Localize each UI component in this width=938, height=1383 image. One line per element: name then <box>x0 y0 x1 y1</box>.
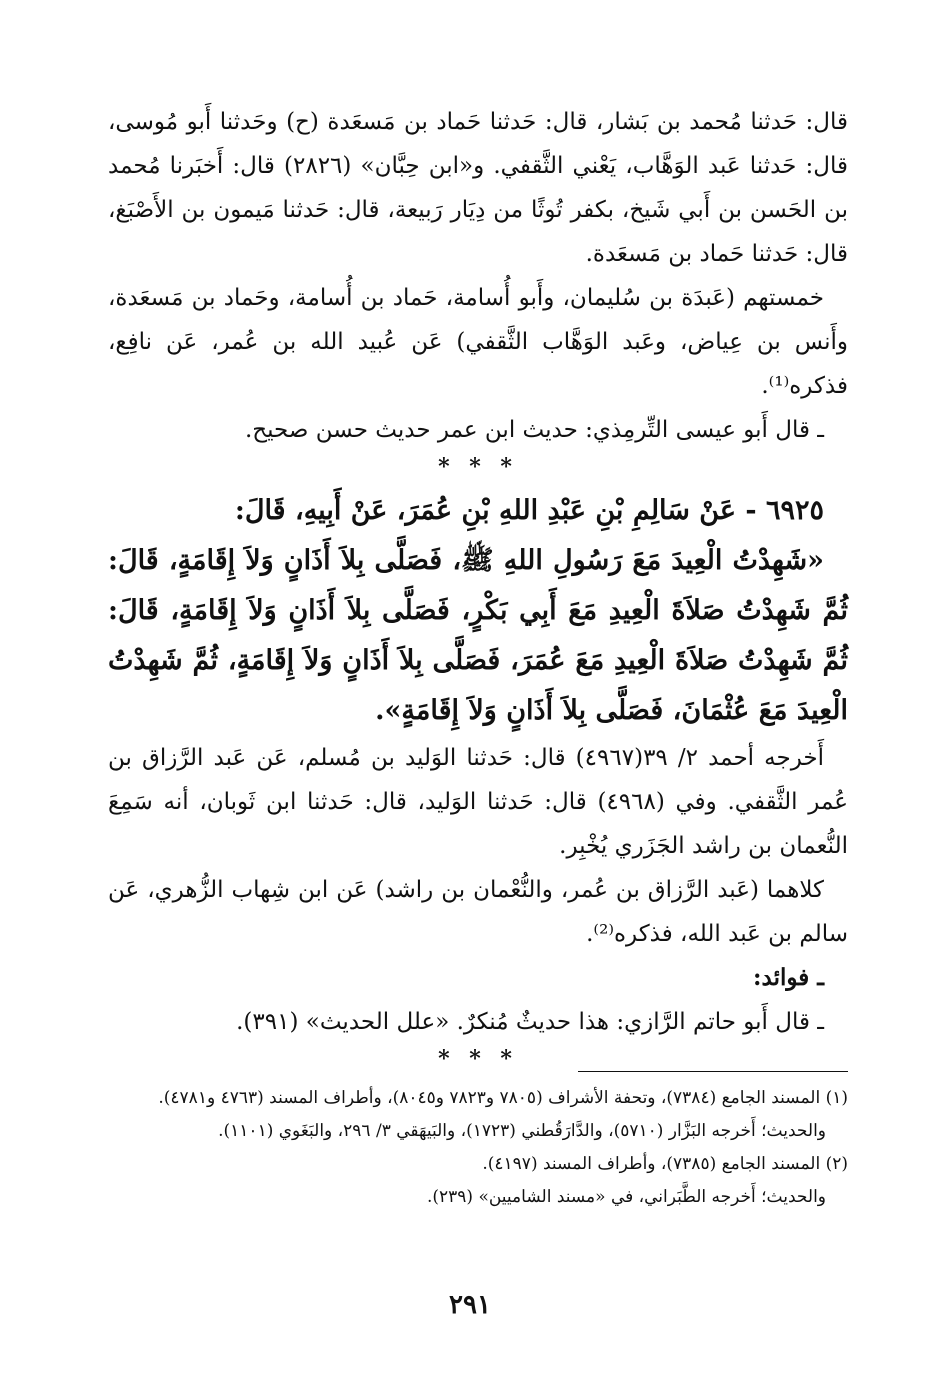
section-separator: * * * <box>438 1046 518 1072</box>
main-text <box>108 100 848 1078</box>
paragraph-takhrij: أَخرجه أحمد ٢/ ٣٩(٤٩٦٧) قال: حَدثنا الوَليد بن مُسلم، عَن عَبد الرَّزاق بن عُمر الثَّقفي. وفي (٤٩٦٨) قال: حَدثنا الوَليد، قال: حَدثنا ابن ثَوبان، أنه سَمِعَ النُّعمان بن راشد الجَزَري يُخْبِر. <box>108 745 848 859</box>
footnote-2-continuation: والحديث؛ أَخرجه الطَّبَراني، في «مسند الشاميين» (٢٣٩). <box>426 1187 826 1207</box>
hadith-header <box>108 486 848 536</box>
hadith-matn: «شَهِدْتُ الْعِيدَ مَعَ رَسُولِ اللهِ ﷺ، فَصَلَّى بِلاَ أَذَانٍ وَلاَ إِقَامَةٍ، قَالَ: ثُمَّ شَهِدْتُ صَلاَةَ الْعِيدِ مَعَ أَبِي بَكْرٍ، فَصَلَّى بِلاَ أَذَانٍ وَلاَ إِقَامَةٍ، قَالَ: ثُمَّ شَهِدْتُ صَلاَةَ الْعِيدِ مَعَ عُمَرَ، فَصَلَّى بِلاَ أَذَانٍ وَلاَ إِقَامَةٍ، ثُمَّ شَهِدْتُ الْعِيدَ مَعَ عُثْمَانَ، فَصَلَّى بِلاَ أَذَانٍ وَلاَ إِقَامَةٍ». <box>108 545 848 726</box>
fawaid-heading: ـ فوائد: <box>753 964 824 991</box>
footnotes <box>108 1082 848 1214</box>
footnote-1: (١) المسند الجامع (٧٣٨٤)، وتحفة الأشراف (٧٨٠٥ و٧٨٢٣ و٨٠٤٥)، وأطراف المسند (٤٧٦٣ و٤٧٨١). <box>158 1088 848 1108</box>
footnote-divider <box>578 1071 848 1072</box>
paragraph-tirmidhi-comment: ـ قال أَبو عيسى التِّرمِذي: حديث ابن عمر حديث حسن صحيح. <box>244 417 824 443</box>
paragraph-abu-hatim: ـ قال أَبو حاتم الرَّازي: هذا حديثٌ مُنكرٌ. «علل الحديث» (٣٩١). <box>236 1009 824 1035</box>
hadith-isnad: عَنْ سَالِمِ بْنِ عَبْدِ اللهِ بْنِ عُمَرَ، عَنْ أَبِيهِ، قَالَ: <box>234 495 736 526</box>
footnote-1-continuation: والحديث؛ أَخرجه البَزَّار (٥٧١٠)، والدَّارَقُطني (١٧٢٣)، والبَيهَقي ٣/ ٢٩٦، والبَغَوي (١١٠١). <box>218 1121 826 1141</box>
page-number: ٢٩١ <box>449 1290 491 1320</box>
paragraph-isnad-1: قال: حَدثنا مُحمد بن بَشار، قال: حَدثنا حَماد بن مَسعَدة (ح) وحَدثنا أَبو مُوسى، قال: حَدثنا عَبد الوَهَّاب، يَعْني الثَّقفي. و«ابن حِبَّان» (٢٨٢٦) قال: أَخبَرنا مُحمد بن الحَسن بن أَبي شَيخ، بكفر تُوثًا من دِيَار رَبيعة، قال: حَدثنا مَيمون بن الأَصْبَغ، قال: حَدثنا حَماد بن مَسعَدة. <box>108 109 848 267</box>
paragraph-kilahuma: كلاهما (عَبد الرَّزاق بن عُمر، والنُّعْمان بن راشد) عَن ابن شِهاب الزُّهري، عَن سالم بن عَبد الله، فذكره⁽²⁾. <box>108 877 848 947</box>
section-separator: * * * <box>438 454 518 480</box>
paragraph-khamsatuhum: خمستهم (عَبدَة بن سُليمان، وأَبو أُسامة، حَماد بن أُسامة، وحَماد بن مَسعَدة، وأَنس بن عِياض، وعَبد الوَهَّاب الثَّقفي) عَن عُبيد الله بن عُمر، عَن نافِع، فذكره⁽¹⁾. <box>108 285 848 399</box>
hadith-number: ٦٩٢٥ - <box>745 495 824 526</box>
footnote-2: (٢) المسند الجامع (٧٣٨٥)، وأطراف المسند (٤١٩٧). <box>482 1154 848 1174</box>
